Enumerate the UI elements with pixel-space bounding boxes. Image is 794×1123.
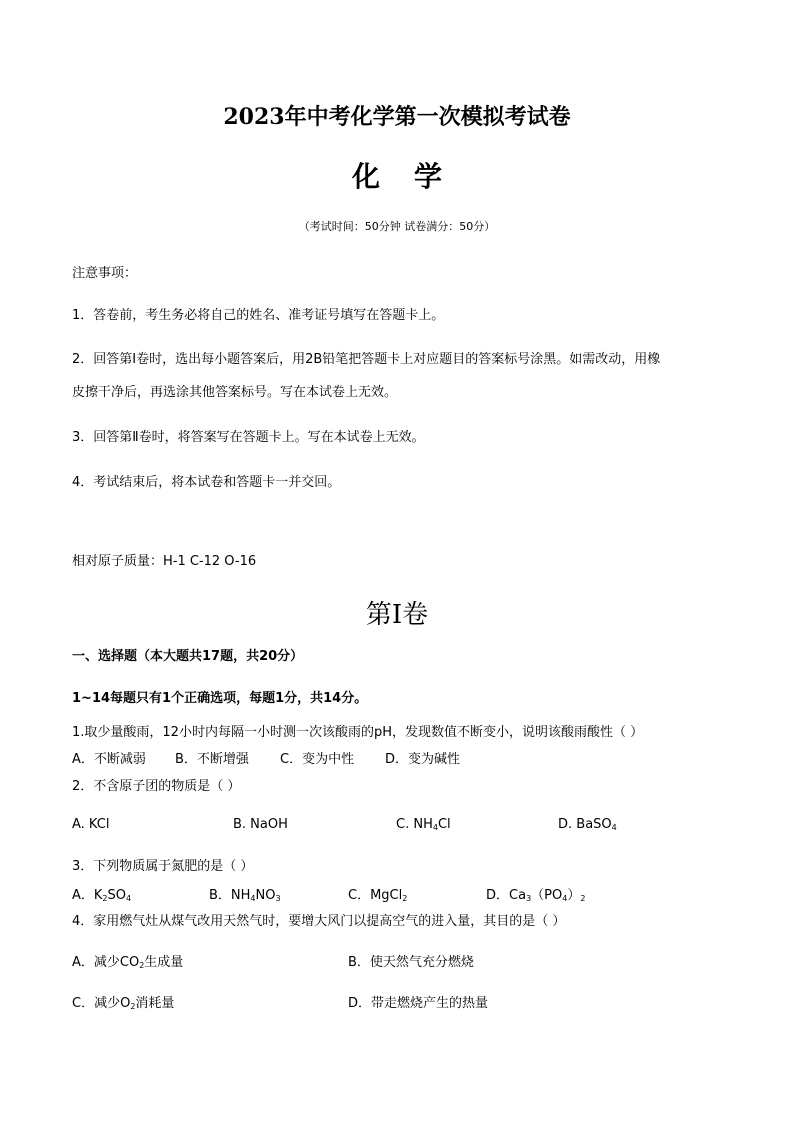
question-1-option-b: B．不断增强 bbox=[175, 752, 249, 767]
question-3-option-a: A．$K_2SO_4$ bbox=[72, 888, 132, 903]
question-3-option-d: D．$Ca_3(PO_4)_2$ bbox=[486, 888, 586, 903]
question-4-option-c: C．减少$O_2$消耗量 bbox=[72, 996, 175, 1011]
part-heading: 一、选择题（本大题共17题，共20分） bbox=[72, 649, 304, 664]
question-2-stem: 2．不含原子团的物质是（ ） bbox=[72, 779, 241, 794]
exam-info: （考试时间：50分钟 试卷满分：50分） bbox=[298, 220, 496, 233]
notice-item-2-line-1: 2．回答第Ⅰ卷时，选出每小题答案后，用2B铅笔把答题卡上对应题目的答案标号涂黑。如需改动，用橡 bbox=[72, 352, 661, 367]
question-4-option-d: D．带走燃烧产生的热量 bbox=[348, 996, 489, 1011]
question-1-stem: 1.取少量酸雨，12小时内每隔一小时测一次该酸雨的pH，发现数值不断变小，说明该酸雨酸性（ ） bbox=[72, 725, 644, 740]
subject-title: 化学 bbox=[351, 160, 476, 193]
question-4-stem: 4．家用燃气灶从煤气改用天然气时，要增大风门以提高空气的进入量，其目的是（ ） bbox=[72, 914, 566, 929]
question-3-option-b: B．$NH_4NO_3$ bbox=[209, 888, 281, 903]
question-4-option-b: B．使天然气充分燃烧 bbox=[348, 955, 474, 970]
notice-item-3: 3．回答第Ⅱ卷时，将答案写在答题卡上。写在本试卷上无效。 bbox=[72, 430, 425, 445]
question-1-option-c: C．变为中性 bbox=[280, 752, 355, 767]
question-4-option-a: A．减少$CO_2$生成量 bbox=[72, 955, 184, 970]
atomic-mass-line: 相对原子质量：H-1 C-12 O-16 bbox=[72, 554, 257, 569]
question-3-stem: 3．下列物质属于氮肥的是（ ） bbox=[72, 859, 254, 874]
question-2-option-c: C. $NH_4Cl$ bbox=[396, 817, 451, 832]
question-1-option-d: D．变为碱性 bbox=[385, 752, 461, 767]
question-2-option-b: B. NaOH bbox=[233, 817, 288, 832]
question-1-option-a: A．不断减弱 bbox=[72, 752, 146, 767]
notice-item-4: 4．考试结束后，将本试卷和答题卡一并交回。 bbox=[72, 475, 341, 490]
question-2-option-d: D. BaSO$_4$ bbox=[558, 817, 617, 832]
question-2-option-a: A. KCl bbox=[72, 817, 110, 832]
question-3-option-c: C．MgCl$_2$ bbox=[348, 888, 408, 903]
notice-item-2-line-2: 皮擦干净后，再选涂其他答案标号。写在本试卷上无效。 bbox=[72, 385, 398, 400]
notice-item-1: 1．答卷前，考生务必将自己的姓名、准考证号填写在答题卡上。 bbox=[72, 308, 445, 323]
sub-heading: 1~14每题只有1个正确选项，每题1分，共14分。 bbox=[72, 691, 368, 706]
section-title: 第Ⅰ卷 bbox=[365, 600, 429, 630]
notice-heading: 注意事项： bbox=[72, 266, 138, 281]
exam-title: 2023年中考化学第一次模拟考试卷 bbox=[223, 104, 571, 130]
